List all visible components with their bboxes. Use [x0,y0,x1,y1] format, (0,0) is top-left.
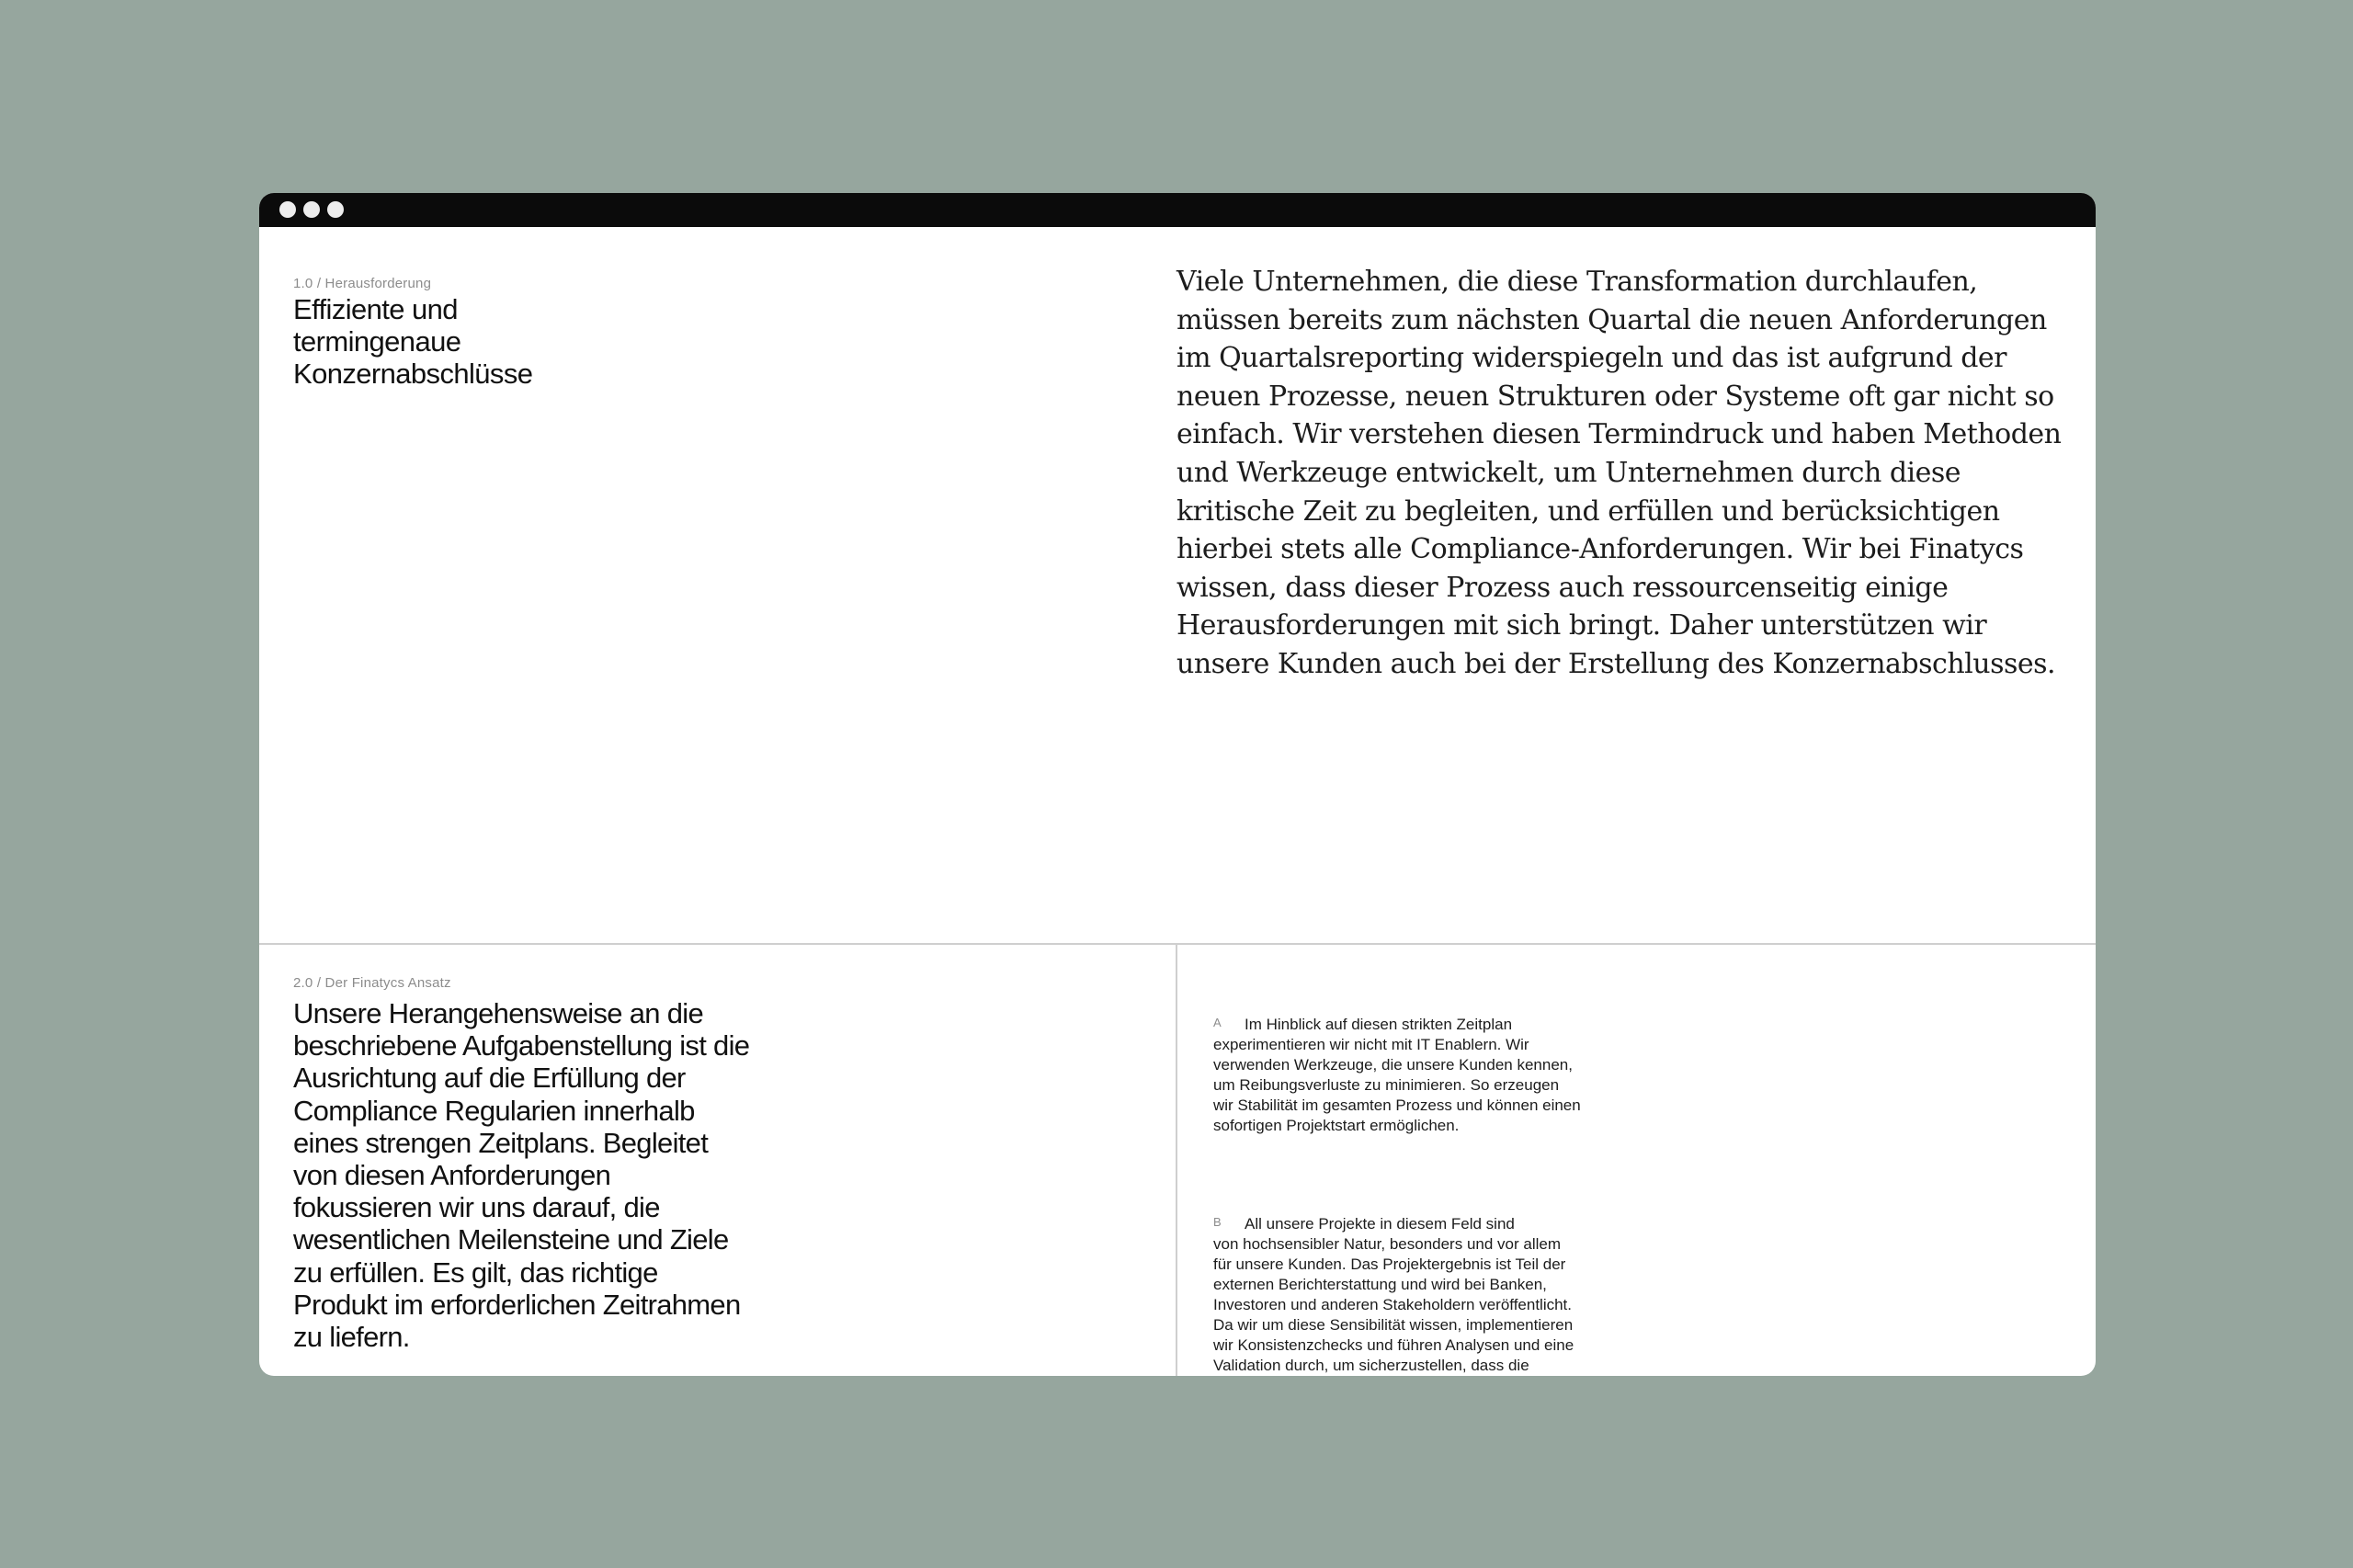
heading-line: Effiziente und [293,293,458,325]
section-label: 2.0 / Der Finatycs Ansatz [293,975,451,991]
section-divider [259,943,2096,945]
note-b [1213,1214,1581,1376]
section-heading [293,293,532,390]
heading-line: Konzernabschlüsse [293,358,533,390]
note-text: von hochsensibler Natur, besonders und vor allem für unsere Kunden. Das Projektergebnis ist Teil der externen Berichterstattung und wird bei Banken, Investoren und anderen Stakeholdern veröffentlicht. Da wir um diese Sensibilität wissen, implementieren wir Konsistenzchecks und führen Analysen und eine Validation durch, um sicherzustellen, dass die [1213,1235,1574,1374]
note-text: experimentieren wir nicht mit IT Enablern. Wir verwenden Werkzeuge, die unsere Kunden kennen, um Reibungsverluste zu minimieren. So erzeugen wir Stabilität im gesamten Prozess und können einen sofortigen Projektstart ermöglichen. [1213,1036,1581,1134]
note-a [1213,1015,1581,1136]
window-dot-3[interactable] [327,201,344,218]
window-dot-1[interactable] [279,201,296,218]
note-marker: B [1213,1215,1222,1229]
intro-paragraph: Viele Unternehmen, die diese Transformation durchlaufen, müssen bereits zum nächsten Quartal die neuen Anforderungen im Quartalsreporting widerspiegeln und das ist aufgrund der neuen Prozesse, neuen Strukturen oder Systeme oft gar nicht so einfach. Wir verstehen diesen Termindruck und haben Methoden und Werkzeuge entwickelt, um Unternehmen durch diese kritische Zeit zu begleiten, und erfüllen und berücksichtigen hierbei stets alle Compliance-Anforderungen. Wir bei Finatycs wissen, dass dieser Prozess auch ressourcenseitig einige Herausforderungen mit sich bringt. Daher unterstützen wir unsere Kunden auch bei der Erstellung des Konzernabschlusses. [1176,266,2062,680]
column-divider [1176,945,1177,1376]
heading-line: termingenaue [293,325,461,358]
note-first-line: All unsere Projekte in diesem Feld sind [1245,1215,1515,1233]
browser-window [259,193,2096,1376]
section-label: 1.0 / Herausforderung [293,276,432,291]
page-content [259,227,2096,1376]
note-marker: A [1213,1016,1222,1029]
title-bar [259,193,2096,227]
window-dot-2[interactable] [303,201,320,218]
approach-paragraph: Unsere Herangehensweise an die beschriebene Aufgabenstellung ist die Ausrichtung auf die Erfüllung der Compliance Regularien innerhalb eines strengen Zeitplans. Begleitet von diesen Anforderungen fokussieren wir uns darauf, die wesentlichen Meilensteine und Ziele zu erfüllen. Es gilt, das richtige Produkt im erforderlichen Zeitrahmen zu liefern. [293,997,750,1354]
section-challenge [259,227,2096,943]
note-first-line: Im Hinblick auf diesen strikten Zeitplan [1245,1016,1513,1033]
